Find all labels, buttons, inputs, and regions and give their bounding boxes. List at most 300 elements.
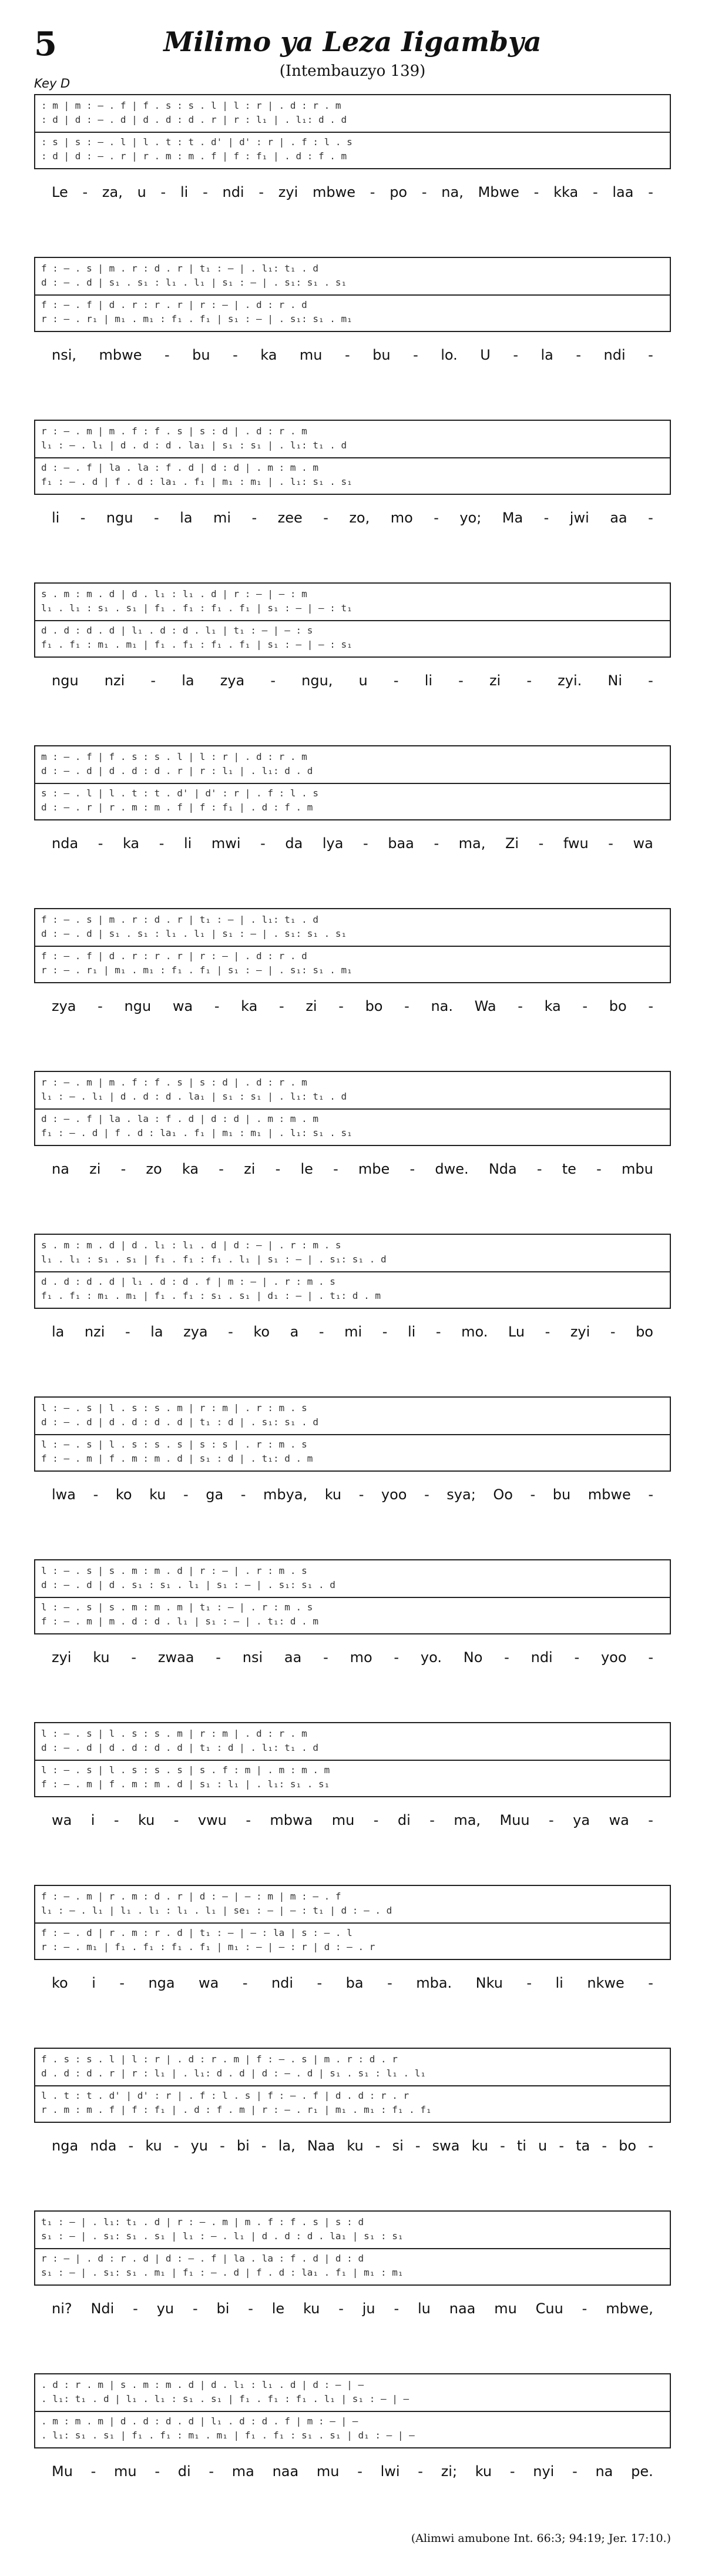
lyric-syllable: Nku — [475, 1975, 503, 1991]
notation-line: l : – . s | l . s : s . m | r : m | . r : m . s — [41, 1402, 307, 1413]
lyric-syllable: mbwe, — [606, 2300, 653, 2317]
lyric-syllable: - — [608, 835, 613, 852]
lyric-syllable: bi — [216, 2300, 230, 2317]
lyric-syllable: zyi — [570, 1324, 590, 1340]
notation-line: d : – . d | s₁ . s₁ : l₁ . l₁ | s₁ : — | . s₁: s₁ . s₁ — [41, 928, 347, 939]
notation-system — [34, 1396, 671, 1472]
lyric-syllable: - — [648, 1486, 653, 1503]
lyric-syllable: na. — [431, 998, 454, 1014]
notation-line: s₁ : — | . s₁: s₁ . m₁ | f₁ : – . d | f . d : la₁ . f₁ | m₁ : m₁ — [41, 2267, 404, 2278]
key-signature: Key D — [34, 76, 70, 91]
notation-system — [34, 257, 671, 332]
hymn-subtitle: (Intembauzyo 139) — [279, 62, 426, 80]
lyric-syllable: mo. — [461, 1324, 488, 1340]
notation-line: f : – . f | d . r : r . r | r : — | . d : r . d — [41, 950, 307, 962]
lyric-line — [34, 2461, 671, 2481]
lyric-syllable: - — [192, 2300, 198, 2317]
lyric-syllable: - — [338, 998, 344, 1014]
notation-line: d : – . d | d . s₁ : s₁ . l₁ | s₁ : — | . s₁: s₁ . d — [41, 1579, 335, 1590]
notation-line: . l₁: s₁ . s₁ | f₁ . f₁ : m₁ . m₁ | f₁ . f₁ : s₁ . s₁ | d₁ : — | — — [41, 2430, 415, 2441]
lyric-syllable: zi — [489, 672, 501, 689]
lyric-syllable: nzi — [104, 672, 125, 689]
lyric-syllable: zya — [183, 1324, 208, 1340]
lyric-syllable: - — [574, 1649, 580, 1666]
lyric-syllable: mu — [494, 2300, 517, 2317]
lyric-syllable: - — [648, 672, 653, 689]
lyric-syllable: - — [150, 672, 156, 689]
lyric-syllable: na — [52, 1161, 69, 1177]
lyric-syllable: - — [435, 1324, 441, 1340]
lyric-syllable: - — [592, 184, 598, 200]
lyric-syllable: ndi — [222, 184, 244, 200]
lyric-syllable: mbya, — [263, 1486, 308, 1503]
lyric-syllable: ku — [475, 2463, 492, 2480]
notation-line: l₁ : – . l₁ | d . d : d . la₁ | s₁ : s₁ | . l₁: t₁ . d — [41, 440, 347, 451]
lyric-syllable: - — [648, 347, 653, 363]
notation-line: f : – . m | f . m : m . d | s₁ : d | . t₁: d . m — [41, 1453, 313, 1464]
lyric-syllable: ga — [206, 1486, 224, 1503]
notation-line: f : – . m | f . m : m . d | s₁ : l₁ | . l₁: s₁ . s₁ — [41, 1778, 330, 1790]
notation-line: . d : r . m | s . m : m . d | d . l₁ : l₁ . d | d : — | — — [41, 2379, 364, 2390]
notation-line: s₁ : — | . s₁: s₁ . s₁ | l₁ : – . l₁ | d . d : d . la₁ | s₁ : s₁ — [41, 2230, 404, 2242]
lyric-syllable: i — [92, 1975, 96, 1991]
notation-line: f₁ . f₁ : m₁ . m₁ | f₁ . f₁ : s₁ . s₁ | d₁ : — | . t₁: d . m — [41, 1290, 381, 1301]
lyric-syllable: pe. — [631, 2463, 653, 2480]
lyric-syllable: lo. — [441, 347, 458, 363]
lyric-syllable: zi — [306, 998, 317, 1014]
notation-line: l₁ : – . l₁ | d . d : d . la₁ | s₁ : s₁ | . l₁: t₁ . d — [41, 1091, 347, 1102]
notation-line: l : – . s | l . s : s . m | r : m | . d : r . m — [41, 1728, 307, 1739]
system-divider — [35, 620, 670, 621]
lyric-syllable: wa — [199, 1975, 219, 1991]
lyric-syllable: bu — [372, 347, 391, 363]
lyric-syllable: - — [90, 2463, 96, 2480]
notation-system — [34, 1722, 671, 1797]
notation-line: r : – . r₁ | m₁ . m₁ : f₁ . f₁ | s₁ : — | . s₁: s₁ . m₁ — [41, 313, 352, 324]
lyric-syllable: ka — [122, 835, 140, 852]
lyric-syllable: - — [251, 510, 257, 526]
lyric-syllable: mbwa — [270, 1812, 313, 1828]
notation-system — [34, 2048, 671, 2123]
lyric-syllable: - — [318, 1324, 324, 1340]
lyric-syllable: - — [458, 672, 464, 689]
lyric-syllable: - — [228, 1324, 233, 1340]
notation-line: l . t : t . d' | d' : r | . f : l . s | f : – . f | d . d : r . r — [41, 2090, 409, 2101]
lyric-syllable: - — [155, 2463, 160, 2480]
notation-system — [34, 1885, 671, 1960]
lyric-syllable: - — [133, 2300, 138, 2317]
system-divider — [35, 2411, 670, 2412]
notation-line: f : – . s | m . r : d . r | t₁ : — | . l₁: t₁ . d — [41, 263, 319, 274]
lyric-syllable: aa — [284, 1649, 302, 1666]
notation-line: l₁ : – . l₁ | l₁ . l₁ : l₁ . l₁ | se₁ : — | — : t₁ | d : – . d — [41, 1905, 392, 1916]
lyric-line — [34, 2136, 671, 2156]
lyric-syllable: ngu, — [301, 672, 333, 689]
lyric-syllable: mo — [390, 510, 413, 526]
lyric-syllable: nzi — [84, 1324, 105, 1340]
lyric-syllable: ba — [345, 1975, 364, 1991]
lyric-syllable: na, — [441, 184, 464, 200]
notation-line: t₁ : — | . l₁: t₁ . d | r : – . m | m . f : f . s | s : d — [41, 2216, 364, 2227]
lyric-syllable: Muu — [499, 1812, 530, 1828]
notation-line: d : – . f | la . la : f . d | d : d | . m : m . m — [41, 1113, 319, 1124]
lyric-syllable: di — [397, 1812, 411, 1828]
lyric-syllable: - — [424, 1486, 429, 1503]
lyric-syllable: sya; — [446, 1486, 476, 1503]
lyric-syllable: ku — [347, 2138, 364, 2154]
lyric-syllable: na — [595, 2463, 613, 2480]
notation-line: d : – . d | d . d : d . d | t₁ : d | . s₁: s₁ . d — [41, 1416, 319, 1428]
lyric-syllable: zo, — [349, 510, 370, 526]
lyric-syllable: li — [180, 184, 189, 200]
lyric-syllable: naa — [272, 2463, 299, 2480]
lyric-syllable: Oo — [493, 1486, 513, 1503]
lyric-syllable: mbwe — [588, 1486, 631, 1503]
notation-line: f . s : s . l | l : r | . d : r . m | f : – . s | m . r : d . r — [41, 2054, 398, 2065]
lyric-syllable: - — [358, 1486, 364, 1503]
lyric-syllable: - — [242, 1975, 248, 1991]
lyric-syllable: - — [648, 1649, 653, 1666]
lyric-syllable: zyi. — [558, 672, 582, 689]
notation-line: f₁ : – . d | f . d : la₁ . f₁ | m₁ : m₁ | . l₁: s₁ . s₁ — [41, 1127, 352, 1138]
lyric-line — [34, 508, 671, 528]
system-divider — [35, 946, 670, 947]
lyric-syllable: - — [219, 1161, 224, 1177]
lyric-syllable: - — [648, 1812, 653, 1828]
notation-system — [34, 2210, 671, 2286]
lyric-syllable: nda — [90, 2138, 117, 2154]
lyric-syllable: - — [545, 1324, 550, 1340]
lyric-syllable: - — [113, 1812, 119, 1828]
lyric-syllable: bu — [552, 1486, 571, 1503]
lyric-syllable: mu — [114, 2463, 137, 2480]
notation-line: l : – . s | s . m : m . d | r : — | . r : m . s — [41, 1565, 307, 1576]
lyric-syllable: wa — [52, 1812, 72, 1828]
lyric-syllable: - — [518, 998, 523, 1014]
notation-line: r : — | . d : r . d | d : – . f | la . la : f . d | d : d — [41, 2253, 364, 2264]
lyric-syllable: li — [407, 1324, 416, 1340]
system-divider — [35, 2085, 670, 2086]
lyric-syllable: za, — [102, 184, 123, 200]
notation-line: r : – . r₁ | m₁ . m₁ : f₁ . f₁ | s₁ : — | . s₁: s₁ . m₁ — [41, 964, 352, 976]
lyric-syllable: kka — [553, 184, 579, 200]
notation-line: l : – . s | l . s : s . s | s . f : m | . m : m . m — [41, 1764, 330, 1776]
lyric-syllable: li — [424, 672, 433, 689]
lyric-syllable: mbwe — [313, 184, 356, 200]
lyric-syllable: di — [177, 2463, 191, 2480]
lyric-syllable: - — [164, 347, 170, 363]
lyric-syllable: mwi — [211, 835, 241, 852]
notation-system — [34, 420, 671, 495]
lyric-syllable: - — [582, 2300, 588, 2317]
lyric-syllable: - — [434, 510, 439, 526]
lyric-syllable: - — [98, 998, 103, 1014]
lyric-syllable: mu — [316, 2463, 340, 2480]
lyric-syllable: Ma — [502, 510, 523, 526]
lyric-syllable: - — [429, 1812, 435, 1828]
lyric-syllable: vwu — [197, 1812, 227, 1828]
lyric-syllable: zi; — [441, 2463, 458, 2480]
lyric-syllable: - — [533, 184, 539, 200]
lyric-syllable: - — [323, 510, 328, 526]
lyric-syllable: ta — [576, 2138, 590, 2154]
lyric-syllable: bo — [365, 998, 383, 1014]
lyric-syllable: Cuu — [535, 2300, 563, 2317]
lyric-syllable: zwaa — [157, 1649, 194, 1666]
lyric-syllable: - — [183, 1486, 189, 1503]
lyric-syllable: - — [648, 184, 653, 200]
notation-system — [34, 1559, 671, 1634]
lyric-syllable: ya — [573, 1812, 590, 1828]
notation-system — [34, 1071, 671, 1146]
lyric-syllable: - — [434, 835, 439, 852]
notation-line: : s | s : – . l | l . t : t . d' | d' : r | . f : l . s — [41, 136, 352, 148]
lyric-syllable: - — [333, 1161, 338, 1177]
lyric-syllable: mu — [331, 1812, 355, 1828]
lyric-syllable: bu — [192, 347, 210, 363]
hymn-number: 5 — [34, 25, 57, 63]
notation-line: d . d : d . d | l₁ . d : d . f | m : — | . r : m . s — [41, 1276, 335, 1287]
lyric-syllable: baa — [388, 835, 414, 852]
notation-system — [34, 94, 671, 169]
lyric-syllable: ka — [260, 347, 277, 363]
hymn-title: Milimo ya Leza Iigambya — [163, 26, 542, 58]
notation-line: l₁ . l₁ : s₁ . s₁ | f₁ . f₁ : f₁ . l₁ | s₁ : — | . s₁: s₁ . d — [41, 1254, 387, 1265]
lyric-syllable: - — [549, 1812, 554, 1828]
system-divider — [35, 457, 670, 458]
notation-line: r : – . m | m . f : f . s | s : d | . d : r . m — [41, 1077, 307, 1088]
lyric-syllable: - — [370, 184, 375, 200]
lyric-syllable: mbu — [622, 1161, 653, 1177]
lyric-syllable: - — [214, 998, 220, 1014]
lyric-syllable: bi — [236, 2138, 250, 2154]
lyric-syllable: ngu — [124, 998, 152, 1014]
notation-line: . l₁: t₁ . d | l₁ . l₁ : s₁ . s₁ | f₁ . f₁ : f₁ . l₁ | s₁ : — | — — [41, 2393, 409, 2404]
lyric-syllable: laa — [612, 184, 634, 200]
lyric-syllable: - — [404, 998, 409, 1014]
lyric-syllable: - — [526, 1975, 532, 1991]
lyric-syllable: nda — [52, 835, 79, 852]
lyric-syllable: - — [394, 1649, 400, 1666]
lyric-syllable: ku — [303, 2300, 320, 2317]
lyric-syllable: - — [120, 1161, 126, 1177]
lyric-syllable: a — [290, 1324, 299, 1340]
lyric-syllable: Le — [52, 184, 68, 200]
lyric-syllable: - — [160, 184, 166, 200]
lyric-syllable: mu — [299, 347, 323, 363]
notation-line: d . d : d . r | r : l₁ | . l₁: d . d | d : – . d | s₁ . s₁ : l₁ . l₁ — [41, 2068, 427, 2079]
lyric-syllable: ngu — [52, 672, 79, 689]
lyric-syllable: li — [52, 510, 60, 526]
notation-line: l₁ . l₁ : s₁ . s₁ | f₁ . f₁ : f₁ . f₁ | s₁ : — | — : t₁ — [41, 602, 352, 614]
system-divider — [35, 1597, 670, 1598]
lyric-syllable: yoo — [600, 1649, 627, 1666]
lyric-syllable: si — [392, 2138, 404, 2154]
notation-line: r : – . m | m . f : f . s | s : d | . d : r . m — [41, 426, 307, 437]
lyric-syllable: la — [150, 1324, 163, 1340]
lyric-syllable: ti — [516, 2138, 526, 2154]
lyric-syllable: - — [610, 1324, 616, 1340]
lyric-syllable: - — [357, 2463, 362, 2480]
lyric-syllable: - — [513, 347, 519, 363]
lyric-syllable: Wa — [474, 998, 496, 1014]
lyric-syllable: - — [538, 835, 544, 852]
scripture-reference: (Alimwi amubone Int. 66:3; 94:19; Jer. 17:10.) — [411, 2532, 671, 2545]
lyric-syllable: i — [90, 1812, 95, 1828]
lyric-syllable: - — [648, 998, 653, 1014]
lyric-syllable: - — [530, 1486, 536, 1503]
lyric-syllable: Naa — [307, 2138, 335, 2154]
lyric-syllable: - — [526, 672, 532, 689]
lyric-syllable: - — [509, 2463, 515, 2480]
lyric-syllable: zo — [146, 1161, 162, 1177]
lyric-syllable: yu — [190, 2138, 208, 2154]
notation-system — [34, 2373, 671, 2448]
lyric-syllable: zya — [52, 998, 76, 1014]
notation-line: : d | d : – . d | d . d : d . r | r : l₁ | . l₁: d . d — [41, 114, 347, 125]
lyric-syllable: Nda — [488, 1161, 517, 1177]
lyric-syllable: - — [233, 347, 238, 363]
lyric-syllable: fwu — [563, 835, 589, 852]
lyric-syllable: mi — [213, 510, 231, 526]
lyric-syllable: ku — [93, 1649, 110, 1666]
system-divider — [35, 1271, 670, 1272]
lyric-syllable: - — [220, 2138, 225, 2154]
lyric-syllable: - — [128, 2138, 134, 2154]
system-divider — [35, 783, 670, 784]
lyric-syllable: le — [271, 2300, 285, 2317]
lyric-syllable: naa — [449, 2300, 476, 2317]
lyric-syllable: Mu — [52, 2463, 73, 2480]
lyric-syllable: - — [270, 672, 276, 689]
lyric-line — [34, 1322, 671, 1342]
notation-line: d : – . r | r . m : m . f | f : f₁ | . d : f . m — [41, 802, 313, 813]
lyric-syllable: - — [240, 1486, 246, 1503]
lyric-syllable: - — [338, 2300, 344, 2317]
lyric-syllable: zi — [244, 1161, 256, 1177]
system-divider — [35, 132, 670, 133]
lyric-syllable: - — [576, 347, 582, 363]
lyric-syllable: zee — [277, 510, 303, 526]
lyric-syllable: U — [480, 347, 491, 363]
lyric-syllable: Lu — [508, 1324, 525, 1340]
lyric-syllable: li — [555, 1975, 563, 1991]
lyric-line — [34, 1810, 671, 1830]
lyric-syllable: wa — [609, 1812, 629, 1828]
lyric-syllable: - — [500, 2138, 505, 2154]
lyric-syllable: - — [413, 347, 418, 363]
lyric-syllable: - — [418, 2463, 423, 2480]
lyric-syllable: - — [209, 2463, 214, 2480]
lyric-syllable: ka — [241, 998, 258, 1014]
lyric-syllable: bo — [636, 1324, 653, 1340]
lyric-syllable: wa — [633, 835, 653, 852]
lyric-syllable: dwe. — [435, 1161, 469, 1177]
notation-line: f : – . d | r . m : r . d | t₁ : — | — : la | s : – . l — [41, 1927, 352, 1938]
lyric-syllable: wa — [172, 998, 193, 1014]
lyric-syllable: yo. — [420, 1649, 442, 1666]
notation-line: f : – . s | m . r : d . r | t₁ : — | . l₁: t₁ . d — [41, 914, 319, 925]
lyric-syllable: - — [317, 1975, 323, 1991]
lyric-syllable: swa — [432, 2138, 460, 2154]
lyric-syllable: ka — [182, 1161, 199, 1177]
lyric-syllable: Ni — [607, 672, 622, 689]
notation-line: d : – . d | d . d : d . d | t₁ : d | . l₁: t₁ . d — [41, 1742, 319, 1753]
lyric-syllable: - — [131, 1649, 137, 1666]
lyric-syllable: - — [421, 184, 427, 200]
notation-line: : m | m : – . f | f . s : s . l | l : r | . d : r . m — [41, 100, 341, 111]
lyric-syllable: yoo — [381, 1486, 407, 1503]
system-divider — [35, 1108, 670, 1110]
lyric-syllable: Zi — [505, 835, 519, 852]
lyric-syllable: ma — [231, 2463, 254, 2480]
lyric-syllable: - — [373, 1812, 379, 1828]
lyric-syllable: zi — [89, 1161, 101, 1177]
lyric-line — [34, 345, 671, 365]
lyric-syllable: - — [323, 1649, 328, 1666]
lyric-syllable: - — [345, 347, 350, 363]
lyric-syllable: ju — [362, 2300, 375, 2317]
lyric-syllable: lu — [418, 2300, 431, 2317]
lyric-syllable: - — [602, 2138, 607, 2154]
notation-system — [34, 908, 671, 983]
lyric-syllable: zyi — [52, 1649, 72, 1666]
lyric-syllable: - — [80, 510, 86, 526]
lyric-syllable: - — [572, 2463, 578, 2480]
lyric-syllable: - — [98, 835, 103, 852]
lyric-syllable: da — [285, 835, 303, 852]
lyric-syllable: la — [540, 347, 553, 363]
lyric-syllable: bo — [619, 2138, 637, 2154]
lyric-line — [34, 1973, 671, 1993]
lyric-syllable: - — [648, 2138, 653, 2154]
notation-line: d : – . f | la . la : f . d | d : d | . m : m . m — [41, 462, 319, 473]
lyric-syllable: - — [125, 1324, 130, 1340]
lyric-syllable: - — [260, 835, 266, 852]
notation-line: f₁ : – . d | f . d : la₁ . f₁ | m₁ : m₁ | . l₁: s₁ . s₁ — [41, 476, 352, 487]
lyric-syllable: - — [261, 2138, 267, 2154]
lyric-syllable: - — [504, 1649, 509, 1666]
lyric-syllable: u — [358, 672, 368, 689]
system-divider — [35, 1434, 670, 1435]
lyric-line — [34, 1647, 671, 1667]
lyric-syllable: zyi — [278, 184, 298, 200]
lyric-syllable: - — [596, 1161, 602, 1177]
lyric-syllable: - — [173, 2138, 179, 2154]
notation-line: s . m : m . d | d . l₁ : l₁ . d | r : — | — : m — [41, 588, 307, 599]
lyric-syllable: lya — [322, 835, 344, 852]
notation-system — [34, 1234, 671, 1309]
lyric-syllable: - — [415, 2138, 421, 2154]
lyric-line — [34, 671, 671, 691]
notation-line: l : – . s | s . m : m . m | t₁ : — | . r : m . s — [41, 1602, 313, 1613]
notation-system — [34, 582, 671, 658]
notation-line: s : – . l | l . t : t . d' | d' : r | . f : l . s — [41, 788, 319, 799]
notation-line: f : – . f | d . r : r . r | r : — | . d : r . d — [41, 299, 307, 310]
lyric-syllable: - — [93, 1486, 99, 1503]
lyric-syllable: le — [300, 1161, 313, 1177]
lyric-syllable: - — [648, 510, 653, 526]
lyric-syllable: nsi, — [52, 347, 77, 363]
notation-line: r : – . m₁ | f₁ . f₁ : f₁ . f₁ | m₁ : — | — : r | d : – . r — [41, 1941, 375, 1952]
lyric-syllable: ku — [145, 2138, 162, 2154]
lyric-syllable: jwi — [569, 510, 589, 526]
lyric-syllable: - — [275, 1161, 281, 1177]
notation-line: d : – . d | d . d : d . r | r : l₁ | . l₁: d . d — [41, 765, 313, 776]
lyric-syllable: ko — [52, 1975, 68, 1991]
lyric-syllable: ku — [137, 1812, 155, 1828]
lyric-syllable: ku — [324, 1486, 342, 1503]
